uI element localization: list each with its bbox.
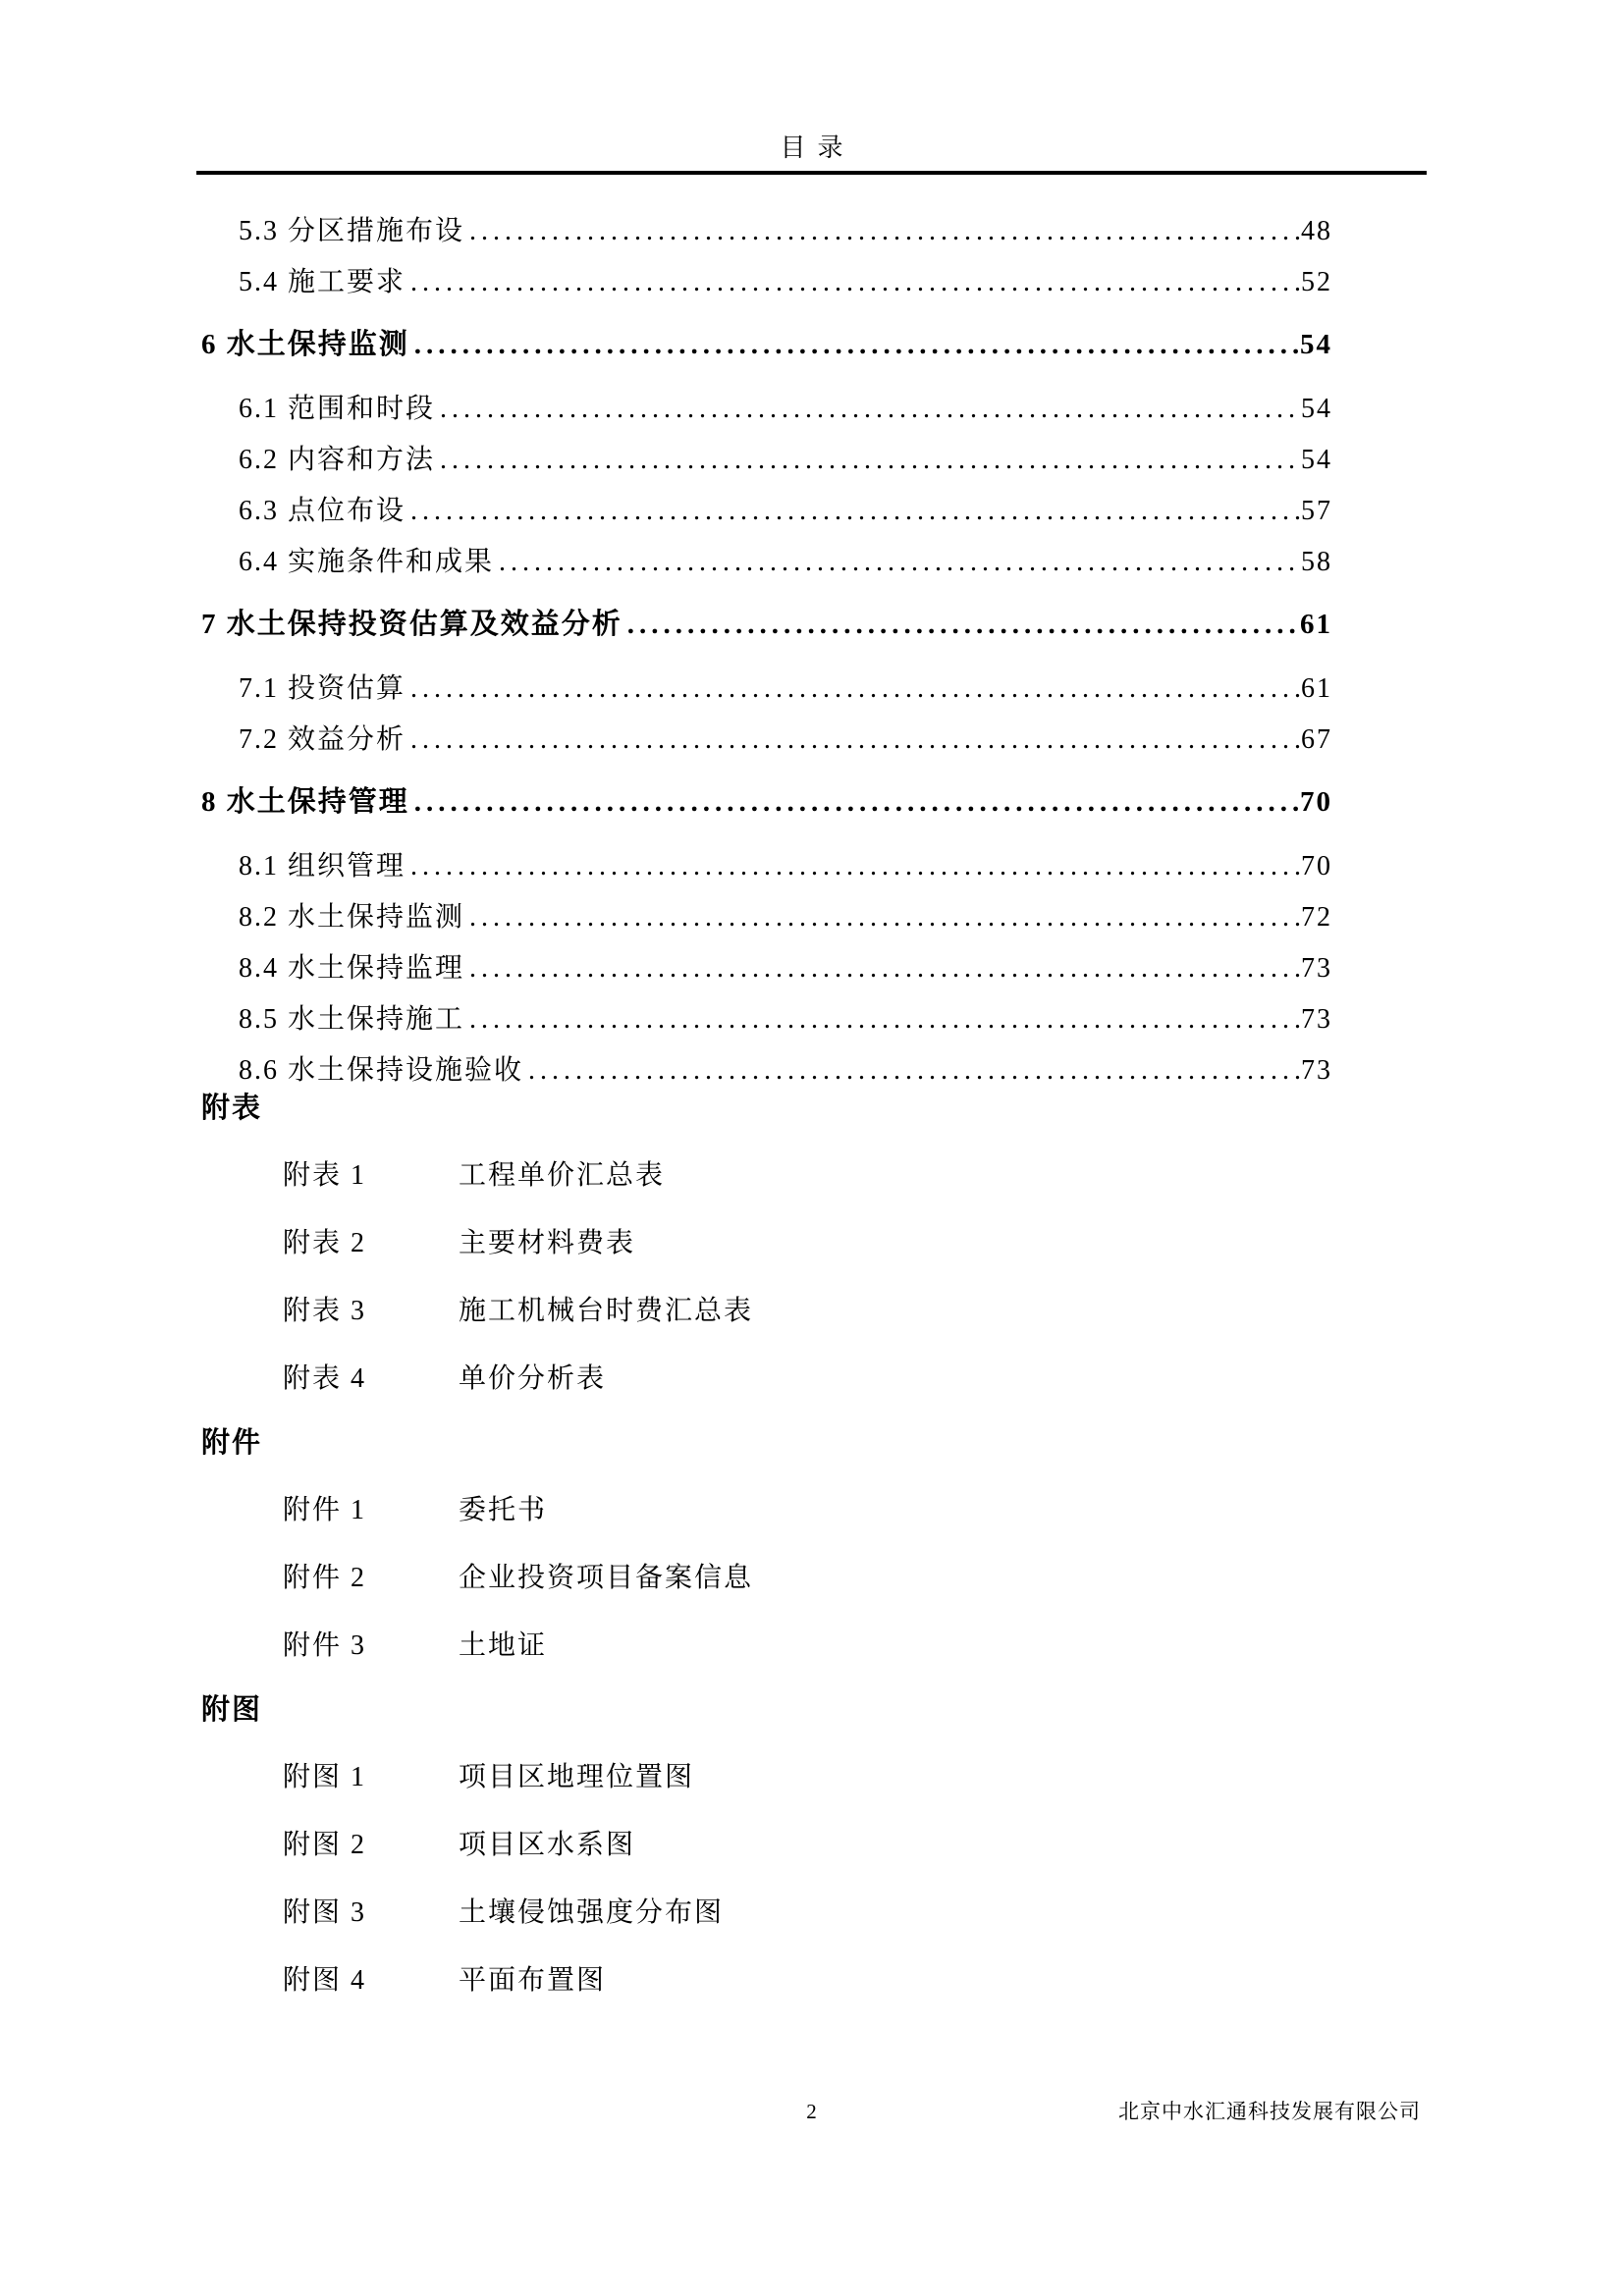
appendix-item-title: 平面布置图 [459, 1965, 607, 1996]
toc-row [201, 327, 1332, 362]
toc-page-number: 58 [1301, 547, 1332, 577]
toc-entry-label: 6.1 范围和时段 [239, 394, 436, 424]
toc-page-number: 73 [1301, 953, 1332, 984]
toc-leader-dots [435, 392, 1301, 427]
toc-page-number: 70 [1301, 851, 1332, 881]
toc-row [201, 214, 1332, 249]
appendix-item [201, 1896, 1332, 1931]
toc-leader-dots [464, 900, 1301, 935]
toc-leader-dots [406, 722, 1301, 758]
appendix-item [201, 1561, 1332, 1596]
appendix-item [201, 1828, 1332, 1863]
toc-page-number: 61 [1300, 609, 1332, 640]
toc-leader-dots [406, 849, 1301, 884]
toc-entry-label: 7.2 效益分析 [239, 724, 406, 755]
toc-page-number: 73 [1301, 1055, 1332, 1086]
appendix-item [201, 1362, 1332, 1397]
footer-company: 北京中水汇通科技发展有限公司 [1118, 2100, 1421, 2123]
toc-row [201, 494, 1332, 529]
toc-row [201, 951, 1332, 987]
toc-page-number: 61 [1301, 673, 1332, 704]
toc-entry-label: 6.2 内容和方法 [239, 445, 436, 475]
appendix-item [201, 1493, 1332, 1528]
toc-row [201, 671, 1332, 707]
appendix-item [201, 1158, 1332, 1194]
appendix-item-title: 项目区水系图 [459, 1830, 636, 1860]
appendix-heading: 附图 [201, 1694, 263, 1726]
appendix-item-title: 土地证 [459, 1630, 548, 1661]
toc-entry-label: 7.1 投资估算 [239, 673, 406, 704]
appendix-item-number: 附表 4 [283, 1363, 367, 1394]
toc-leader-dots [435, 443, 1301, 478]
toc-entry-label: 6.3 点位布设 [239, 496, 406, 526]
toc-leader-dots [409, 327, 1300, 362]
appendix-item [201, 1760, 1332, 1795]
page-header [196, 133, 1427, 175]
toc-row [201, 545, 1332, 580]
toc-entry-label: 8.4 水土保持监理 [239, 953, 465, 984]
toc-leader-dots [409, 784, 1300, 820]
toc-page-number: 54 [1301, 394, 1332, 424]
toc-page-number: 54 [1301, 445, 1332, 475]
appendix-item [201, 1294, 1332, 1329]
appendix-item-number: 附表 3 [283, 1296, 367, 1326]
toc-leader-dots [464, 951, 1301, 987]
appendix-item-title: 主要材料费表 [459, 1228, 636, 1258]
toc-row [201, 607, 1332, 642]
toc-page-number: 54 [1300, 329, 1332, 360]
toc-row [201, 1053, 1332, 1089]
toc-entry-label: 8.6 水土保持设施验收 [239, 1055, 524, 1086]
toc-entry-label: 8 水土保持管理 [201, 786, 409, 818]
toc-entry-label: 5.3 分区措施布设 [239, 216, 465, 246]
toc-entry-label: 8.2 水土保持监测 [239, 902, 465, 933]
appendix-heading: 附件 [201, 1427, 263, 1459]
appendix-item-number: 附图 3 [283, 1897, 367, 1928]
toc-entry-label: 6 水土保持监测 [201, 329, 409, 360]
toc-page-number: 70 [1300, 786, 1332, 818]
toc-leader-dots [406, 671, 1301, 707]
toc-leader-dots [406, 265, 1301, 300]
page-footer [196, 2099, 1427, 2128]
toc-row [201, 392, 1332, 427]
appendix-item [201, 1963, 1332, 1999]
toc-page-number: 72 [1301, 902, 1332, 933]
toc-row [201, 722, 1332, 758]
toc-entry-label: 6.4 实施条件和成果 [239, 547, 495, 577]
toc-row [201, 443, 1332, 478]
toc-page-number: 73 [1301, 1004, 1332, 1035]
appendix-item-title: 工程单价汇总表 [459, 1160, 666, 1191]
appendix-item-number: 附图 1 [283, 1762, 367, 1792]
appendix-item-title: 企业投资项目备案信息 [459, 1563, 754, 1593]
appendix-item-title: 施工机械台时费汇总表 [459, 1296, 754, 1326]
toc-row [201, 1002, 1332, 1038]
appendix-item [201, 1226, 1332, 1261]
toc-leader-dots [523, 1053, 1301, 1089]
toc-page-number: 48 [1301, 216, 1332, 246]
toc-leader-dots [464, 214, 1301, 249]
toc-leader-dots [464, 1002, 1301, 1038]
appendix-item-number: 附表 2 [283, 1228, 367, 1258]
toc-list [201, 214, 1332, 1999]
appendix-item-title: 委托书 [459, 1495, 548, 1525]
footer-page-number: 2 [806, 2100, 817, 2123]
appendix-item [201, 1629, 1332, 1664]
toc-leader-dots [623, 607, 1300, 642]
appendix-heading: 附表 [201, 1093, 263, 1124]
appendix-item-number: 附件 1 [283, 1495, 367, 1525]
page-title: 目录 [780, 133, 855, 162]
appendix-item-title: 单价分析表 [459, 1363, 607, 1394]
toc-entry-label: 8.5 水土保持施工 [239, 1004, 465, 1035]
toc-page-number: 67 [1301, 724, 1332, 755]
toc-entry-label: 8.1 组织管理 [239, 851, 406, 881]
appendix-item-number: 附件 2 [283, 1563, 367, 1593]
toc-entry-label: 5.4 施工要求 [239, 267, 406, 297]
toc-leader-dots [494, 545, 1301, 580]
appendix-item-number: 附图 2 [283, 1830, 367, 1860]
toc-page-number: 57 [1301, 496, 1332, 526]
toc-entry-label: 7 水土保持投资估算及效益分析 [201, 609, 623, 640]
toc-row [201, 265, 1332, 300]
appendix-item-title: 土壤侵蚀强度分布图 [459, 1897, 725, 1928]
appendix-item-number: 附图 4 [283, 1965, 367, 1996]
toc-row [201, 784, 1332, 820]
appendix-item-number: 附表 1 [283, 1160, 367, 1191]
appendix-item-title: 项目区地理位置图 [459, 1762, 695, 1792]
toc-leader-dots [406, 494, 1301, 529]
toc-row [201, 849, 1332, 884]
appendix-item-number: 附件 3 [283, 1630, 367, 1661]
toc-row [201, 900, 1332, 935]
toc-page-number: 52 [1301, 267, 1332, 297]
